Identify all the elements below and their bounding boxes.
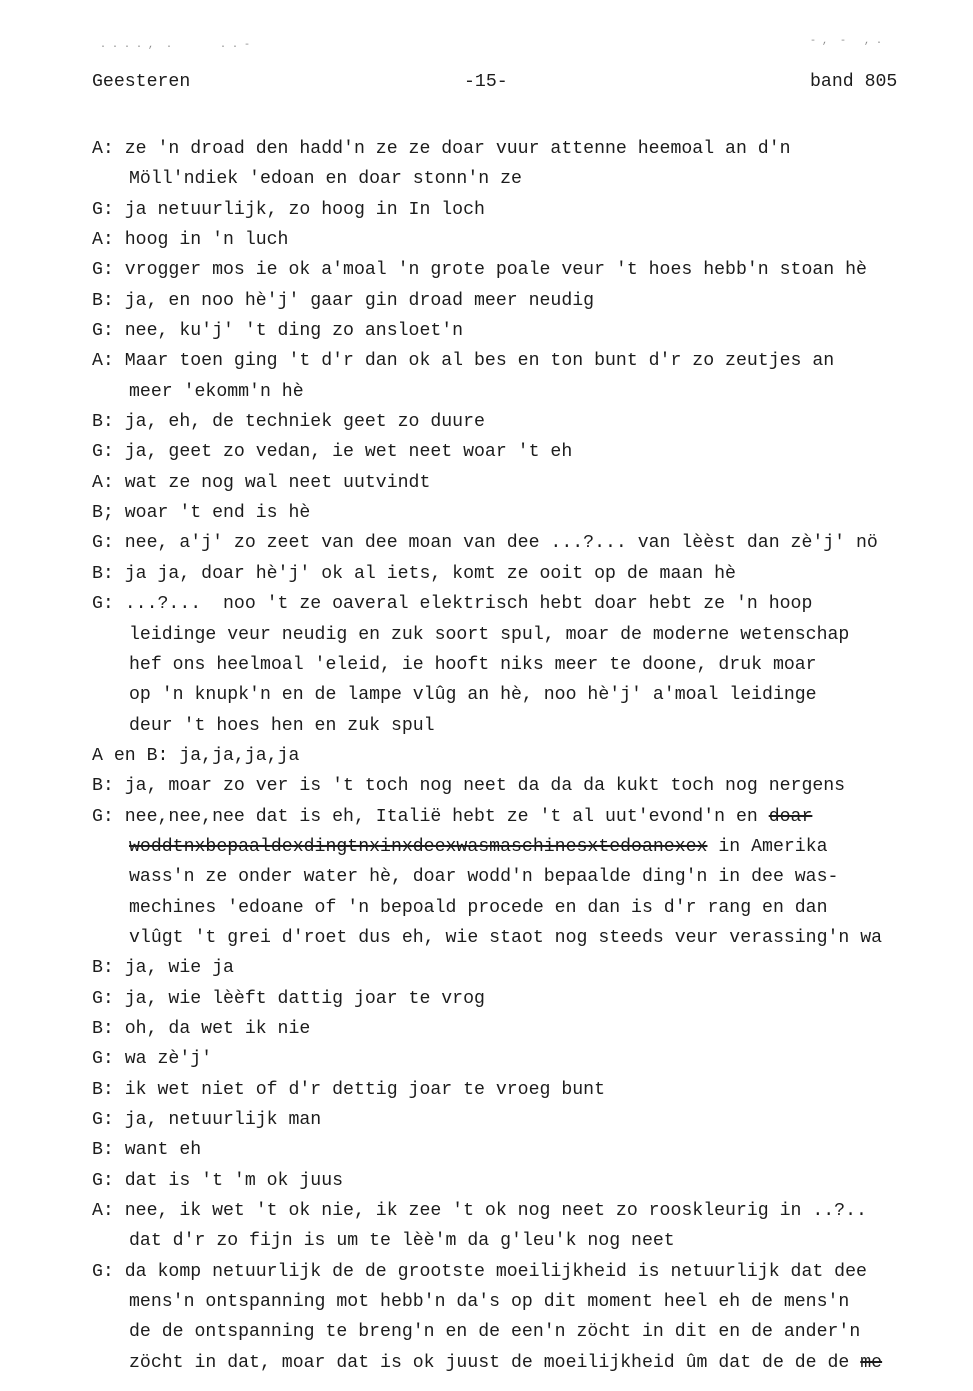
scan-specks-right: - , - , .	[810, 36, 883, 47]
transcript-continuation-line	[92, 164, 973, 194]
transcript-line	[92, 1105, 973, 1135]
speaker-label: G:	[92, 442, 114, 463]
transcript-line	[92, 1044, 973, 1074]
speaker-label: G:	[92, 1170, 114, 1191]
utterance-text: wa zè'j'	[113, 1049, 213, 1070]
utterance-text: da komp netuurlijk de de grootste moeilijkheid is netuurlijk dat dee	[113, 1261, 867, 1282]
transcript-line	[92, 468, 973, 498]
speaker-label: G:	[92, 260, 114, 281]
transcript-continuation-line	[92, 862, 973, 892]
utterance-text: want eh	[113, 1140, 202, 1161]
utterance-text: ja, moar zo ver is 't toch nog neet da da da kukt toch nog nergens	[113, 776, 846, 797]
utterance-text: ja, wie ja	[113, 958, 234, 979]
header-page-number: -15-	[464, 72, 508, 92]
transcript-continuation-line	[92, 1317, 973, 1347]
utterance-text: nee, ku'j' 't ding zo ansloet'n	[113, 321, 464, 342]
transcript-line	[92, 407, 973, 437]
utterance-text: hoog in 'n luch	[113, 230, 289, 251]
struck-out-text: me	[860, 1352, 883, 1373]
transcript-line	[92, 255, 973, 285]
speaker-label: B:	[92, 958, 114, 979]
transcript-line	[92, 134, 973, 164]
speaker-label: A:	[92, 1201, 114, 1222]
speaker-label: G:	[92, 594, 114, 615]
transcript-line	[92, 589, 973, 619]
struck-out-text: woddtnxbepaaldexdingtnxinxdeexwasmaschinesxtedoanexex	[129, 836, 708, 857]
utterance-text: ik wet niet of d'r dettig joar te vroeg bunt	[113, 1079, 605, 1100]
speaker-label: G:	[92, 1261, 114, 1282]
utterance-text: ja, eh, de techniek geet zo duure	[113, 412, 485, 433]
speaker-label: G:	[92, 1049, 114, 1070]
transcript-line	[92, 316, 973, 346]
speaker-label: B:	[92, 290, 114, 311]
utterance-text: mechines 'edoane of 'n bepoald procede en dan is d'r rang en dan	[129, 897, 828, 918]
speaker-label: B:	[92, 412, 114, 433]
utterance-text: ja ja, doar hè'j' ok al iets, komt ze ooit op de maan hè	[113, 563, 736, 584]
speaker-label: B:	[92, 563, 114, 584]
utterance-text: mens'n ontspanning mot hebb'n da's op dit moment heel eh de mens'n	[129, 1292, 850, 1313]
transcript-line	[92, 741, 973, 771]
utterance-text: ja, netuurlijk man	[113, 1110, 322, 1130]
transcript-line	[92, 1014, 973, 1044]
transcript-continuation-line	[92, 893, 973, 923]
utterance-text: woar 't end is hè	[113, 503, 311, 524]
transcript-line	[92, 225, 973, 255]
utterance-text: wass'n ze onder water hè, doar wodd'n bepaalde ding'n in dee was-	[129, 867, 839, 888]
utterance-text: de de ontspanning te breng'n en de een'n zöcht in dit en de ander'n	[129, 1322, 861, 1343]
transcript-line	[92, 1196, 973, 1226]
transcript-continuation-line	[92, 650, 973, 680]
utterance-text: nee, a'j' zo zeet van dee moan van dee ...?... van lèèst dan zè'j' nö	[113, 533, 878, 554]
speaker-label: B:	[92, 1079, 114, 1100]
utterance-text: ja,ja,ja,ja	[168, 745, 300, 766]
utterance-text: vrogger mos ie ok a'moal 'n grote poale veur 't hoes hebb'n stoan hè	[113, 260, 867, 281]
utterance-text: oh, da wet ik nie	[113, 1018, 311, 1039]
utterance-text: hef ons heelmoal 'eleid, ie hooft niks meer te doone, druk moar	[129, 654, 817, 675]
utterance-text: zöcht in dat, moar dat is ok juust de moeilijkheid ûm dat de de de	[129, 1352, 861, 1373]
transcript-line	[92, 1166, 973, 1196]
utterance-text: Maar toen ging 't d'r dan ok al bes en ton bunt d'r zo zeutjes an	[113, 351, 835, 372]
transcript-line	[92, 437, 973, 467]
utterance-text: ja, en noo hè'j' gaar gin droad meer neudig	[113, 290, 595, 311]
transcript	[92, 134, 973, 1378]
struck-out-text: doar	[768, 806, 813, 827]
transcript-line	[92, 771, 973, 801]
speaker-label: A:	[92, 139, 114, 159]
transcript-line	[92, 1257, 973, 1287]
utterance-text: ze 'n droad den hadd'n ze ze doar vuur attenne heemoal an d'n	[113, 139, 791, 159]
transcript-line	[92, 1075, 973, 1105]
transcript-continuation-line	[92, 923, 973, 953]
utterance-text: ...?... noo 't ze oaveral elektrisch hebt doar hebt ze 'n hoop	[113, 594, 813, 615]
utterance-text: dat is 't 'm ok juus	[113, 1170, 344, 1191]
transcript-continuation-line	[92, 620, 973, 650]
transcript-line	[92, 286, 973, 316]
speaker-label: G:	[92, 806, 114, 827]
utterance-text: Möll'ndiek 'edoan en doar stonn'n ze	[129, 169, 522, 190]
speaker-label: G:	[92, 199, 114, 220]
utterance-text: in Amerika	[707, 836, 828, 857]
transcript-line	[92, 195, 973, 225]
utterance-text: op 'n knupk'n en de lampe vlûg an hè, noo hè'j' a'moal leidinge	[129, 685, 817, 706]
speaker-label: B:	[92, 776, 114, 797]
header-tape-number: band 805	[810, 72, 898, 92]
utterance-text: dat d'r zo fijn is um te lèè'm da g'leu'k nog neet	[129, 1231, 675, 1252]
speaker-label: B:	[92, 1140, 114, 1161]
transcript-continuation-line	[92, 711, 973, 741]
transcript-continuation-line	[92, 1348, 973, 1378]
speaker-label: G:	[92, 1110, 114, 1130]
utterance-text: wat ze nog wal neet uutvindt	[113, 472, 431, 493]
transcript-continuation-line	[92, 377, 973, 407]
utterance-text: ja, geet zo vedan, ie wet neet woar 't eh	[113, 442, 573, 463]
header-location: Geesteren	[92, 72, 191, 92]
transcript-continuation-line	[92, 680, 973, 710]
speaker-label: A en B:	[92, 745, 169, 766]
speaker-label: A:	[92, 351, 114, 372]
transcript-line	[92, 984, 973, 1014]
transcript-line	[92, 559, 973, 589]
speaker-label: A:	[92, 230, 114, 251]
utterance-text: nee, ik wet 't ok nie, ik zee 't ok nog neet zo rooskleurig in ..?..	[113, 1201, 867, 1222]
transcript-line	[92, 1135, 973, 1165]
scan-specks-left: . . . . , . . . -	[100, 40, 251, 51]
utterance-text: meer 'ekomm'n hè	[129, 381, 304, 402]
transcript-continuation-line	[92, 1287, 973, 1317]
utterance-text: vlûgt 't grei d'roet dus eh, wie staot nog steeds veur verassing'n wa	[129, 927, 883, 948]
speaker-label: A:	[92, 472, 114, 493]
speaker-label: G:	[92, 988, 114, 1009]
utterance-text: ja netuurlijk, zo hoog in In loch	[113, 199, 485, 220]
speaker-label: G:	[92, 533, 114, 554]
transcript-line	[92, 953, 973, 983]
transcript-line	[92, 498, 973, 528]
utterance-text: nee,nee,nee dat is eh, Italië hebt ze 't al uut'evond'n en	[113, 806, 769, 827]
transcript-continuation-line	[92, 832, 973, 862]
transcript-continuation-line	[92, 1226, 973, 1256]
speaker-label: B:	[92, 1018, 114, 1039]
transcript-line	[92, 528, 973, 558]
speaker-label: B;	[92, 503, 114, 524]
utterance-text: leidinge veur neudig en zuk soort spul, moar de moderne wetenschap	[129, 624, 850, 645]
transcript-line	[92, 802, 973, 832]
utterance-text: ja, wie lèèft dattig joar te vrog	[113, 988, 485, 1009]
speaker-label: G:	[92, 321, 114, 342]
utterance-text: deur 't hoes hen en zuk spul	[129, 715, 435, 736]
transcript-line	[92, 346, 973, 376]
